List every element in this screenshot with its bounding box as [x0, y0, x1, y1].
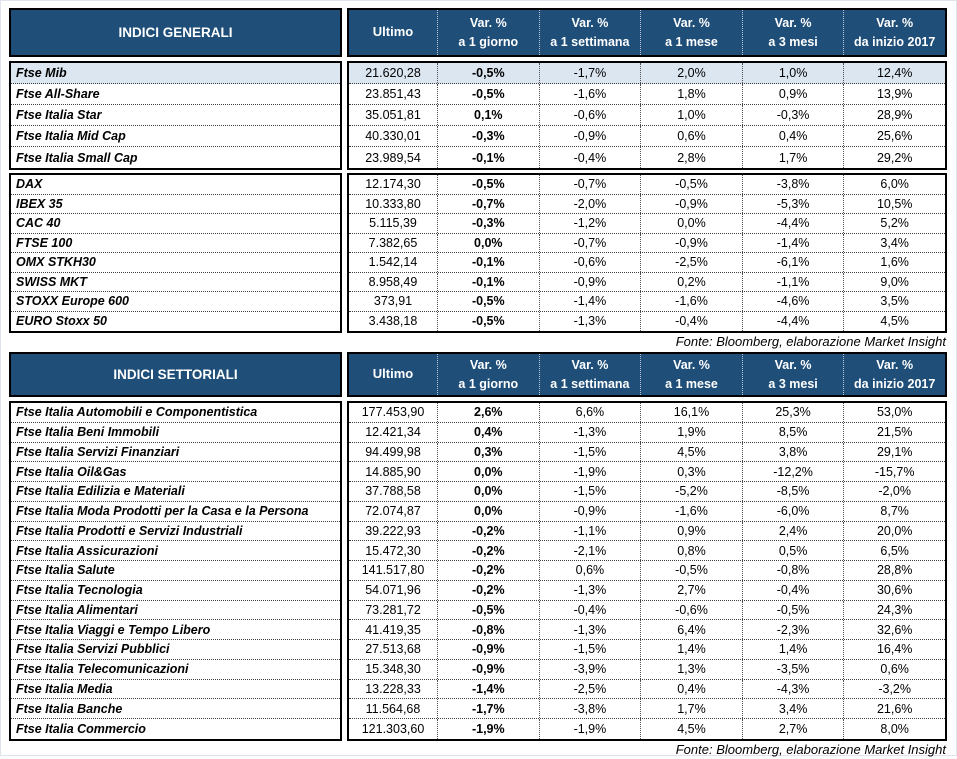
column-label: Var. %	[469, 358, 507, 373]
table-row	[349, 699, 945, 719]
index-label: SWISS MKT	[11, 273, 340, 293]
cell-var-da-inizio-2017: 13,9%	[843, 84, 945, 104]
cell-var-1-mese: 1,7%	[640, 699, 742, 718]
table-row	[349, 403, 945, 423]
cell-var-3-mesi: 3,4%	[742, 699, 844, 718]
cell-var-da-inizio-2017: 12,4%	[843, 63, 945, 83]
column-label: Var. %	[469, 16, 507, 31]
table-row	[349, 273, 945, 293]
index-label: Ftse Italia Assicurazioni	[11, 541, 340, 561]
data-group	[347, 61, 947, 170]
column-header-var-1-settimana	[539, 354, 641, 395]
cell-ultimo: 37.788,58	[365, 484, 421, 499]
cell-var-1-giorno: -0,1%	[437, 253, 539, 272]
table-row	[349, 147, 945, 168]
cell-var-da-inizio-2017: 53,0%	[843, 403, 945, 422]
cell-ultimo: 94.499,98	[365, 444, 421, 459]
cell-var-1-settimana: -0,4%	[539, 147, 641, 168]
cell-var-1-giorno: -0,5%	[437, 292, 539, 311]
column-header-var-1-mese	[640, 354, 742, 395]
cell-var-da-inizio-2017: -15,7%	[843, 462, 945, 481]
cell-var-1-mese: -0,5%	[640, 175, 742, 194]
column-label: Var. %	[774, 358, 812, 373]
column-header-var-da-inizio-2017	[843, 354, 945, 395]
index-label: DAX	[11, 175, 340, 195]
cell-var-1-giorno: -0,5%	[437, 601, 539, 620]
column-label: Var. %	[876, 358, 914, 373]
table-row	[349, 234, 945, 254]
cell-ultimo: 373,91	[373, 294, 413, 309]
cell-var-3-mesi: -2,3%	[742, 620, 844, 639]
column-label: Var. %	[571, 358, 609, 373]
cell-var-1-mese: 0,9%	[640, 522, 742, 541]
cell-var-1-mese: 4,5%	[640, 719, 742, 739]
cell-var-1-settimana: -0,9%	[539, 273, 641, 292]
column-label: Var. %	[774, 16, 812, 31]
cell-var-1-mese: -1,6%	[640, 292, 742, 311]
cell-var-da-inizio-2017: 29,2%	[843, 147, 945, 168]
cell-var-3-mesi: -0,8%	[742, 561, 844, 580]
cell-var-da-inizio-2017: 5,2%	[843, 214, 945, 233]
cell-var-1-settimana: -0,9%	[539, 502, 641, 521]
source-note: Fonte: Bloomberg, elaborazione Market Insight	[675, 334, 946, 349]
cell-var-1-giorno: 0,0%	[437, 502, 539, 521]
table-row	[349, 680, 945, 700]
table-row	[349, 126, 945, 147]
cell-var-1-mese: 2,7%	[640, 581, 742, 600]
cell-var-1-settimana: -1,3%	[539, 620, 641, 639]
cell-var-da-inizio-2017: 8,0%	[843, 719, 945, 739]
cell-var-1-mese: 1,3%	[640, 660, 742, 679]
column-label: Var. %	[673, 358, 710, 373]
cell-var-1-mese: 2,0%	[640, 63, 742, 83]
cell-var-3-mesi: -3,5%	[742, 660, 844, 679]
cell-var-da-inizio-2017: 25,6%	[843, 126, 945, 146]
table-row	[349, 522, 945, 542]
cell-ultimo: 3.438,18	[368, 314, 418, 329]
cell-var-1-giorno: -0,3%	[437, 126, 539, 146]
index-label: Ftse Italia Media	[11, 680, 340, 700]
cell-var-1-giorno: 0,0%	[437, 234, 539, 253]
cell-var-1-settimana: -1,1%	[539, 522, 641, 541]
cell-ultimo: 23.851,43	[365, 87, 421, 101]
cell-ultimo: 12.174,30	[365, 177, 421, 192]
data-columns	[347, 352, 947, 741]
table-row	[349, 502, 945, 522]
cell-var-3-mesi: 0,5%	[742, 541, 844, 560]
cell-var-1-giorno: 0,4%	[437, 423, 539, 442]
table-row	[349, 195, 945, 215]
cell-ultimo: 10.333,80	[365, 196, 421, 211]
cell-var-da-inizio-2017: 21,5%	[843, 423, 945, 442]
market-table	[9, 352, 947, 759]
cell-var-1-mese: 6,4%	[640, 620, 742, 639]
cell-var-da-inizio-2017: 3,4%	[843, 234, 945, 253]
table-row	[349, 660, 945, 680]
cell-var-1-giorno: -0,2%	[437, 581, 539, 600]
cell-var-1-mese: 4,5%	[640, 443, 742, 462]
column-sublabel: a 1 giorno	[458, 376, 519, 391]
table-row	[349, 84, 945, 105]
cell-var-1-giorno: -0,5%	[437, 84, 539, 104]
cell-ultimo: 5.115,39	[369, 216, 417, 231]
cell-var-1-giorno: -0,1%	[437, 147, 539, 168]
cell-ultimo: 54.071,96	[365, 583, 421, 598]
cell-var-3-mesi: -4,4%	[742, 214, 844, 233]
index-label: CAC 40	[11, 214, 340, 234]
market-table	[9, 8, 947, 351]
index-label: Ftse Italia Prodotti e Servizi Industriali	[11, 522, 340, 542]
index-label: Ftse Italia Beni Immobili	[11, 423, 340, 443]
table-row	[349, 541, 945, 561]
cell-var-1-giorno: -0,9%	[437, 660, 539, 679]
cell-var-1-settimana: -0,7%	[539, 234, 641, 253]
column-sublabel: a 1 settimana	[550, 376, 630, 391]
cell-var-1-settimana: -0,6%	[539, 105, 641, 125]
cell-var-1-giorno: -0,7%	[437, 195, 539, 214]
column-header-ultimo	[349, 10, 437, 55]
cell-var-da-inizio-2017: 20,0%	[843, 522, 945, 541]
cell-var-1-giorno: -0,3%	[437, 214, 539, 233]
cell-var-1-giorno: 0,0%	[437, 482, 539, 501]
cell-var-1-mese: -0,9%	[640, 195, 742, 214]
cell-var-3-mesi: -8,5%	[742, 482, 844, 501]
index-label: Ftse Mib	[11, 63, 340, 84]
cell-var-3-mesi: -0,3%	[742, 105, 844, 125]
cell-ultimo: 12.421,34	[365, 425, 421, 440]
cell-var-3-mesi: 3,8%	[742, 443, 844, 462]
cell-var-3-mesi: 8,5%	[742, 423, 844, 442]
cell-var-1-giorno: -0,5%	[437, 312, 539, 332]
column-header-var-1-giorno	[437, 10, 539, 55]
cell-var-da-inizio-2017: 28,8%	[843, 561, 945, 580]
cell-var-1-mese: -0,6%	[640, 601, 742, 620]
table-row	[349, 482, 945, 502]
cell-var-1-mese: -5,2%	[640, 482, 742, 501]
cell-var-1-giorno: 0,1%	[437, 105, 539, 125]
cell-var-1-giorno: -1,9%	[437, 719, 539, 739]
cell-var-da-inizio-2017: 28,9%	[843, 105, 945, 125]
cell-var-1-settimana: -1,5%	[539, 640, 641, 659]
cell-var-1-mese: -2,5%	[640, 253, 742, 272]
cell-var-1-settimana: -1,5%	[539, 482, 641, 501]
index-label: Ftse Italia Salute	[11, 561, 340, 581]
index-label: Ftse Italia Commercio	[16, 721, 146, 736]
index-label: Ftse Italia Banche	[11, 699, 340, 719]
cell-var-1-settimana: -1,3%	[539, 581, 641, 600]
cell-var-1-mese: 1,4%	[640, 640, 742, 659]
cell-var-1-mese: 1,8%	[640, 84, 742, 104]
cell-var-1-settimana: -0,9%	[539, 126, 641, 146]
cell-var-3-mesi: -1,1%	[742, 273, 844, 292]
cell-ultimo: 15.348,30	[365, 662, 421, 677]
column-sublabel: a 1 settimana	[550, 34, 630, 49]
cell-var-1-mese: 16,1%	[640, 403, 742, 422]
cell-var-da-inizio-2017: 4,5%	[843, 312, 945, 332]
cell-var-1-mese: 0,2%	[640, 273, 742, 292]
cell-var-1-settimana: -2,5%	[539, 680, 641, 699]
cell-var-1-mese: 1,0%	[640, 105, 742, 125]
cell-var-3-mesi: -4,3%	[742, 680, 844, 699]
data-group	[347, 401, 947, 741]
cell-var-1-settimana: -1,6%	[539, 84, 641, 104]
index-label: Ftse Italia Tecnologia	[11, 581, 340, 601]
index-label: FTSE 100	[11, 234, 340, 254]
label-column	[9, 352, 342, 741]
cell-ultimo: 35.051,81	[365, 108, 421, 122]
cell-var-da-inizio-2017: 9,0%	[843, 273, 945, 292]
cell-var-1-giorno: -1,7%	[437, 699, 539, 718]
cell-var-1-giorno: -0,2%	[437, 541, 539, 560]
column-sublabel: a 3 mesi	[768, 34, 818, 49]
cell-var-da-inizio-2017: 32,6%	[843, 620, 945, 639]
index-label: Ftse Italia Telecomunicazioni	[11, 660, 340, 680]
cell-var-1-settimana: -3,8%	[539, 699, 641, 718]
cell-ultimo: 15.472,30	[365, 543, 421, 558]
table-row	[349, 601, 945, 621]
label-column	[9, 8, 342, 333]
column-header-var-1-giorno	[437, 354, 539, 395]
table-body	[9, 352, 947, 741]
label-group	[9, 61, 342, 170]
tables-root	[9, 8, 947, 759]
index-label: Ftse Italia Alimentari	[11, 601, 340, 621]
column-sublabel: a 1 giorno	[458, 34, 519, 49]
column-header-var-1-settimana	[539, 10, 641, 55]
cell-ultimo: 39.222,93	[365, 523, 421, 538]
cell-var-1-settimana: -2,0%	[539, 195, 641, 214]
table-row	[349, 620, 945, 640]
cell-var-3-mesi: -0,4%	[742, 581, 844, 600]
cell-var-3-mesi: 1,4%	[742, 640, 844, 659]
cell-var-1-giorno: 0,0%	[437, 462, 539, 481]
cell-var-1-settimana: -1,9%	[539, 462, 641, 481]
cell-var-1-settimana: -0,4%	[539, 601, 641, 620]
column-sublabel: a 3 mesi	[768, 376, 818, 391]
cell-var-1-mese: -1,6%	[640, 502, 742, 521]
column-header-row	[347, 8, 947, 57]
table-body	[9, 8, 947, 333]
cell-var-1-mese: -0,5%	[640, 561, 742, 580]
cell-var-1-settimana: -1,7%	[539, 63, 641, 83]
index-label: Ftse Italia Moda Prodotti per la Casa e la Persona	[11, 502, 340, 522]
index-label: Ftse Italia Automobili e Componentistica	[11, 403, 340, 423]
cell-var-1-mese: 0,3%	[640, 462, 742, 481]
cell-var-3-mesi: -6,0%	[742, 502, 844, 521]
index-label: Ftse All-Share	[11, 84, 340, 105]
column-label: Var. %	[673, 16, 710, 31]
index-label: Ftse Italia Oil&Gas	[11, 462, 340, 482]
cell-var-3-mesi: -6,1%	[742, 253, 844, 272]
cell-var-1-mese: 0,0%	[640, 214, 742, 233]
cell-var-da-inizio-2017: 30,6%	[843, 581, 945, 600]
cell-ultimo: 72.074,87	[365, 504, 421, 519]
table-row	[349, 719, 945, 739]
table-row	[349, 561, 945, 581]
cell-ultimo: 73.281,72	[365, 602, 421, 617]
cell-var-da-inizio-2017: 10,5%	[843, 195, 945, 214]
cell-var-1-settimana: -1,5%	[539, 443, 641, 462]
cell-ultimo: 13.228,33	[365, 681, 421, 696]
cell-var-da-inizio-2017: 0,6%	[843, 660, 945, 679]
index-label: Ftse Italia Edilizia e Materiali	[11, 482, 340, 502]
cell-var-1-settimana: -2,1%	[539, 541, 641, 560]
cell-var-1-mese: 0,4%	[640, 680, 742, 699]
cell-var-3-mesi: -3,8%	[742, 175, 844, 194]
column-header-var-3-mesi	[742, 354, 844, 395]
cell-var-3-mesi: -4,6%	[742, 292, 844, 311]
cell-var-1-giorno: 2,6%	[437, 403, 539, 422]
column-header-var-da-inizio-2017	[843, 10, 945, 55]
table-row	[349, 462, 945, 482]
cell-var-da-inizio-2017: 6,5%	[843, 541, 945, 560]
cell-var-da-inizio-2017: 24,3%	[843, 601, 945, 620]
cell-var-1-mese: 1,9%	[640, 423, 742, 442]
cell-var-da-inizio-2017: -2,0%	[843, 482, 945, 501]
cell-var-1-mese: -0,9%	[640, 234, 742, 253]
table-row	[349, 443, 945, 463]
cell-var-3-mesi: -1,4%	[742, 234, 844, 253]
label-group	[9, 173, 342, 333]
source-note: Fonte: Bloomberg, elaborazione Market Insight	[675, 741, 946, 757]
cell-ultimo: 21.620,28	[365, 66, 421, 80]
cell-var-3-mesi: -5,3%	[742, 195, 844, 214]
index-label: Ftse Italia Servizi Pubblici	[11, 640, 340, 660]
cell-var-1-giorno: -0,1%	[437, 273, 539, 292]
column-header-var-1-mese	[640, 10, 742, 55]
cell-var-1-settimana: -1,3%	[539, 312, 641, 332]
cell-var-1-settimana: -3,9%	[539, 660, 641, 679]
table-title: INDICI SETTORIALI	[9, 352, 342, 397]
cell-ultimo: 23.989,54	[365, 150, 421, 165]
cell-ultimo: 7.382,65	[368, 235, 418, 250]
cell-var-3-mesi: 25,3%	[742, 403, 844, 422]
index-label: Ftse Italia Small Cap	[16, 150, 138, 165]
column-label: Ultimo	[372, 24, 414, 40]
cell-var-3-mesi: 2,7%	[742, 719, 844, 739]
column-label: Ultimo	[372, 366, 414, 382]
index-label: Ftse Italia Servizi Finanziari	[11, 443, 340, 463]
column-sublabel: da inizio 2017	[854, 34, 936, 49]
column-label: Var. %	[876, 16, 914, 31]
column-sublabel: a 1 mese	[665, 376, 718, 391]
cell-ultimo: 121.303,60	[361, 721, 425, 736]
index-label: Ftse Italia Star	[11, 105, 340, 126]
cell-ultimo: 40.330,01	[365, 129, 421, 143]
data-group	[347, 173, 947, 333]
cell-ultimo: 1.542,14	[368, 255, 418, 270]
cell-var-1-mese: -0,4%	[640, 312, 742, 332]
cell-var-1-settimana: -1,4%	[539, 292, 641, 311]
index-label: Ftse Italia Mid Cap	[11, 126, 340, 147]
cell-var-da-inizio-2017: 29,1%	[843, 443, 945, 462]
cell-var-1-giorno: -0,5%	[437, 63, 539, 83]
table-row	[349, 253, 945, 273]
column-label: Var. %	[571, 16, 609, 31]
cell-var-3-mesi: -4,4%	[742, 312, 844, 332]
column-sublabel: da inizio 2017	[854, 376, 936, 391]
cell-var-da-inizio-2017: 8,7%	[843, 502, 945, 521]
table-title: INDICI GENERALI	[9, 8, 342, 57]
table-row	[349, 640, 945, 660]
table-row	[349, 214, 945, 234]
table-row	[349, 312, 945, 332]
cell-var-1-settimana: -0,6%	[539, 253, 641, 272]
cell-var-1-settimana: -1,9%	[539, 719, 641, 739]
cell-var-1-giorno: -0,9%	[437, 640, 539, 659]
table-row	[349, 423, 945, 443]
cell-var-1-mese: 0,8%	[640, 541, 742, 560]
cell-var-1-mese: 2,8%	[640, 147, 742, 168]
index-label: STOXX Europe 600	[11, 292, 340, 312]
cell-ultimo: 11.564,68	[365, 701, 421, 716]
table-row	[349, 581, 945, 601]
cell-ultimo: 41.419,35	[365, 622, 421, 637]
cell-var-1-giorno: -1,4%	[437, 680, 539, 699]
column-header-ultimo	[349, 354, 437, 395]
cell-var-3-mesi: 0,4%	[742, 126, 844, 146]
cell-var-da-inizio-2017: 6,0%	[843, 175, 945, 194]
table-row	[349, 63, 945, 84]
cell-ultimo: 141.517,80	[361, 563, 425, 578]
cell-var-3-mesi: -0,5%	[742, 601, 844, 620]
table-row	[349, 105, 945, 126]
cell-var-da-inizio-2017: 16,4%	[843, 640, 945, 659]
market-report-page	[1, 1, 956, 759]
index-label: Ftse Italia Viaggi e Tempo Libero	[11, 620, 340, 640]
cell-var-1-settimana: 0,6%	[539, 561, 641, 580]
cell-var-3-mesi: 1,0%	[742, 63, 844, 83]
cell-var-da-inizio-2017: -3,2%	[843, 680, 945, 699]
table-row	[349, 292, 945, 312]
cell-ultimo: 177.453,90	[361, 405, 425, 420]
cell-var-1-giorno: 0,3%	[437, 443, 539, 462]
cell-ultimo: 27.513,68	[365, 642, 421, 657]
cell-var-1-mese: 0,6%	[640, 126, 742, 146]
column-header-var-3-mesi	[742, 10, 844, 55]
cell-var-1-giorno: -0,2%	[437, 522, 539, 541]
cell-var-1-giorno: -0,5%	[437, 175, 539, 194]
cell-var-3-mesi: 1,7%	[742, 147, 844, 168]
column-header-row	[347, 352, 947, 397]
cell-var-da-inizio-2017: 21,6%	[843, 699, 945, 718]
cell-var-1-giorno: -0,2%	[437, 561, 539, 580]
cell-var-3-mesi: -12,2%	[742, 462, 844, 481]
index-label: EURO Stoxx 50	[16, 314, 108, 329]
cell-var-da-inizio-2017: 1,6%	[843, 253, 945, 272]
cell-var-1-settimana: -1,3%	[539, 423, 641, 442]
table-row	[349, 175, 945, 195]
label-group	[9, 401, 342, 741]
cell-var-3-mesi: 0,9%	[742, 84, 844, 104]
cell-ultimo: 14.885,90	[365, 464, 421, 479]
index-label: OMX STKH30	[11, 253, 340, 273]
cell-var-3-mesi: 2,4%	[742, 522, 844, 541]
cell-var-1-settimana: 6,6%	[539, 403, 641, 422]
column-sublabel: a 1 mese	[665, 34, 718, 49]
cell-var-da-inizio-2017: 3,5%	[843, 292, 945, 311]
data-columns	[347, 8, 947, 333]
index-label: IBEX 35	[11, 195, 340, 215]
cell-ultimo: 8.958,49	[368, 274, 418, 289]
cell-var-1-giorno: -0,8%	[437, 620, 539, 639]
cell-var-1-settimana: -0,7%	[539, 175, 641, 194]
cell-var-1-settimana: -1,2%	[539, 214, 641, 233]
